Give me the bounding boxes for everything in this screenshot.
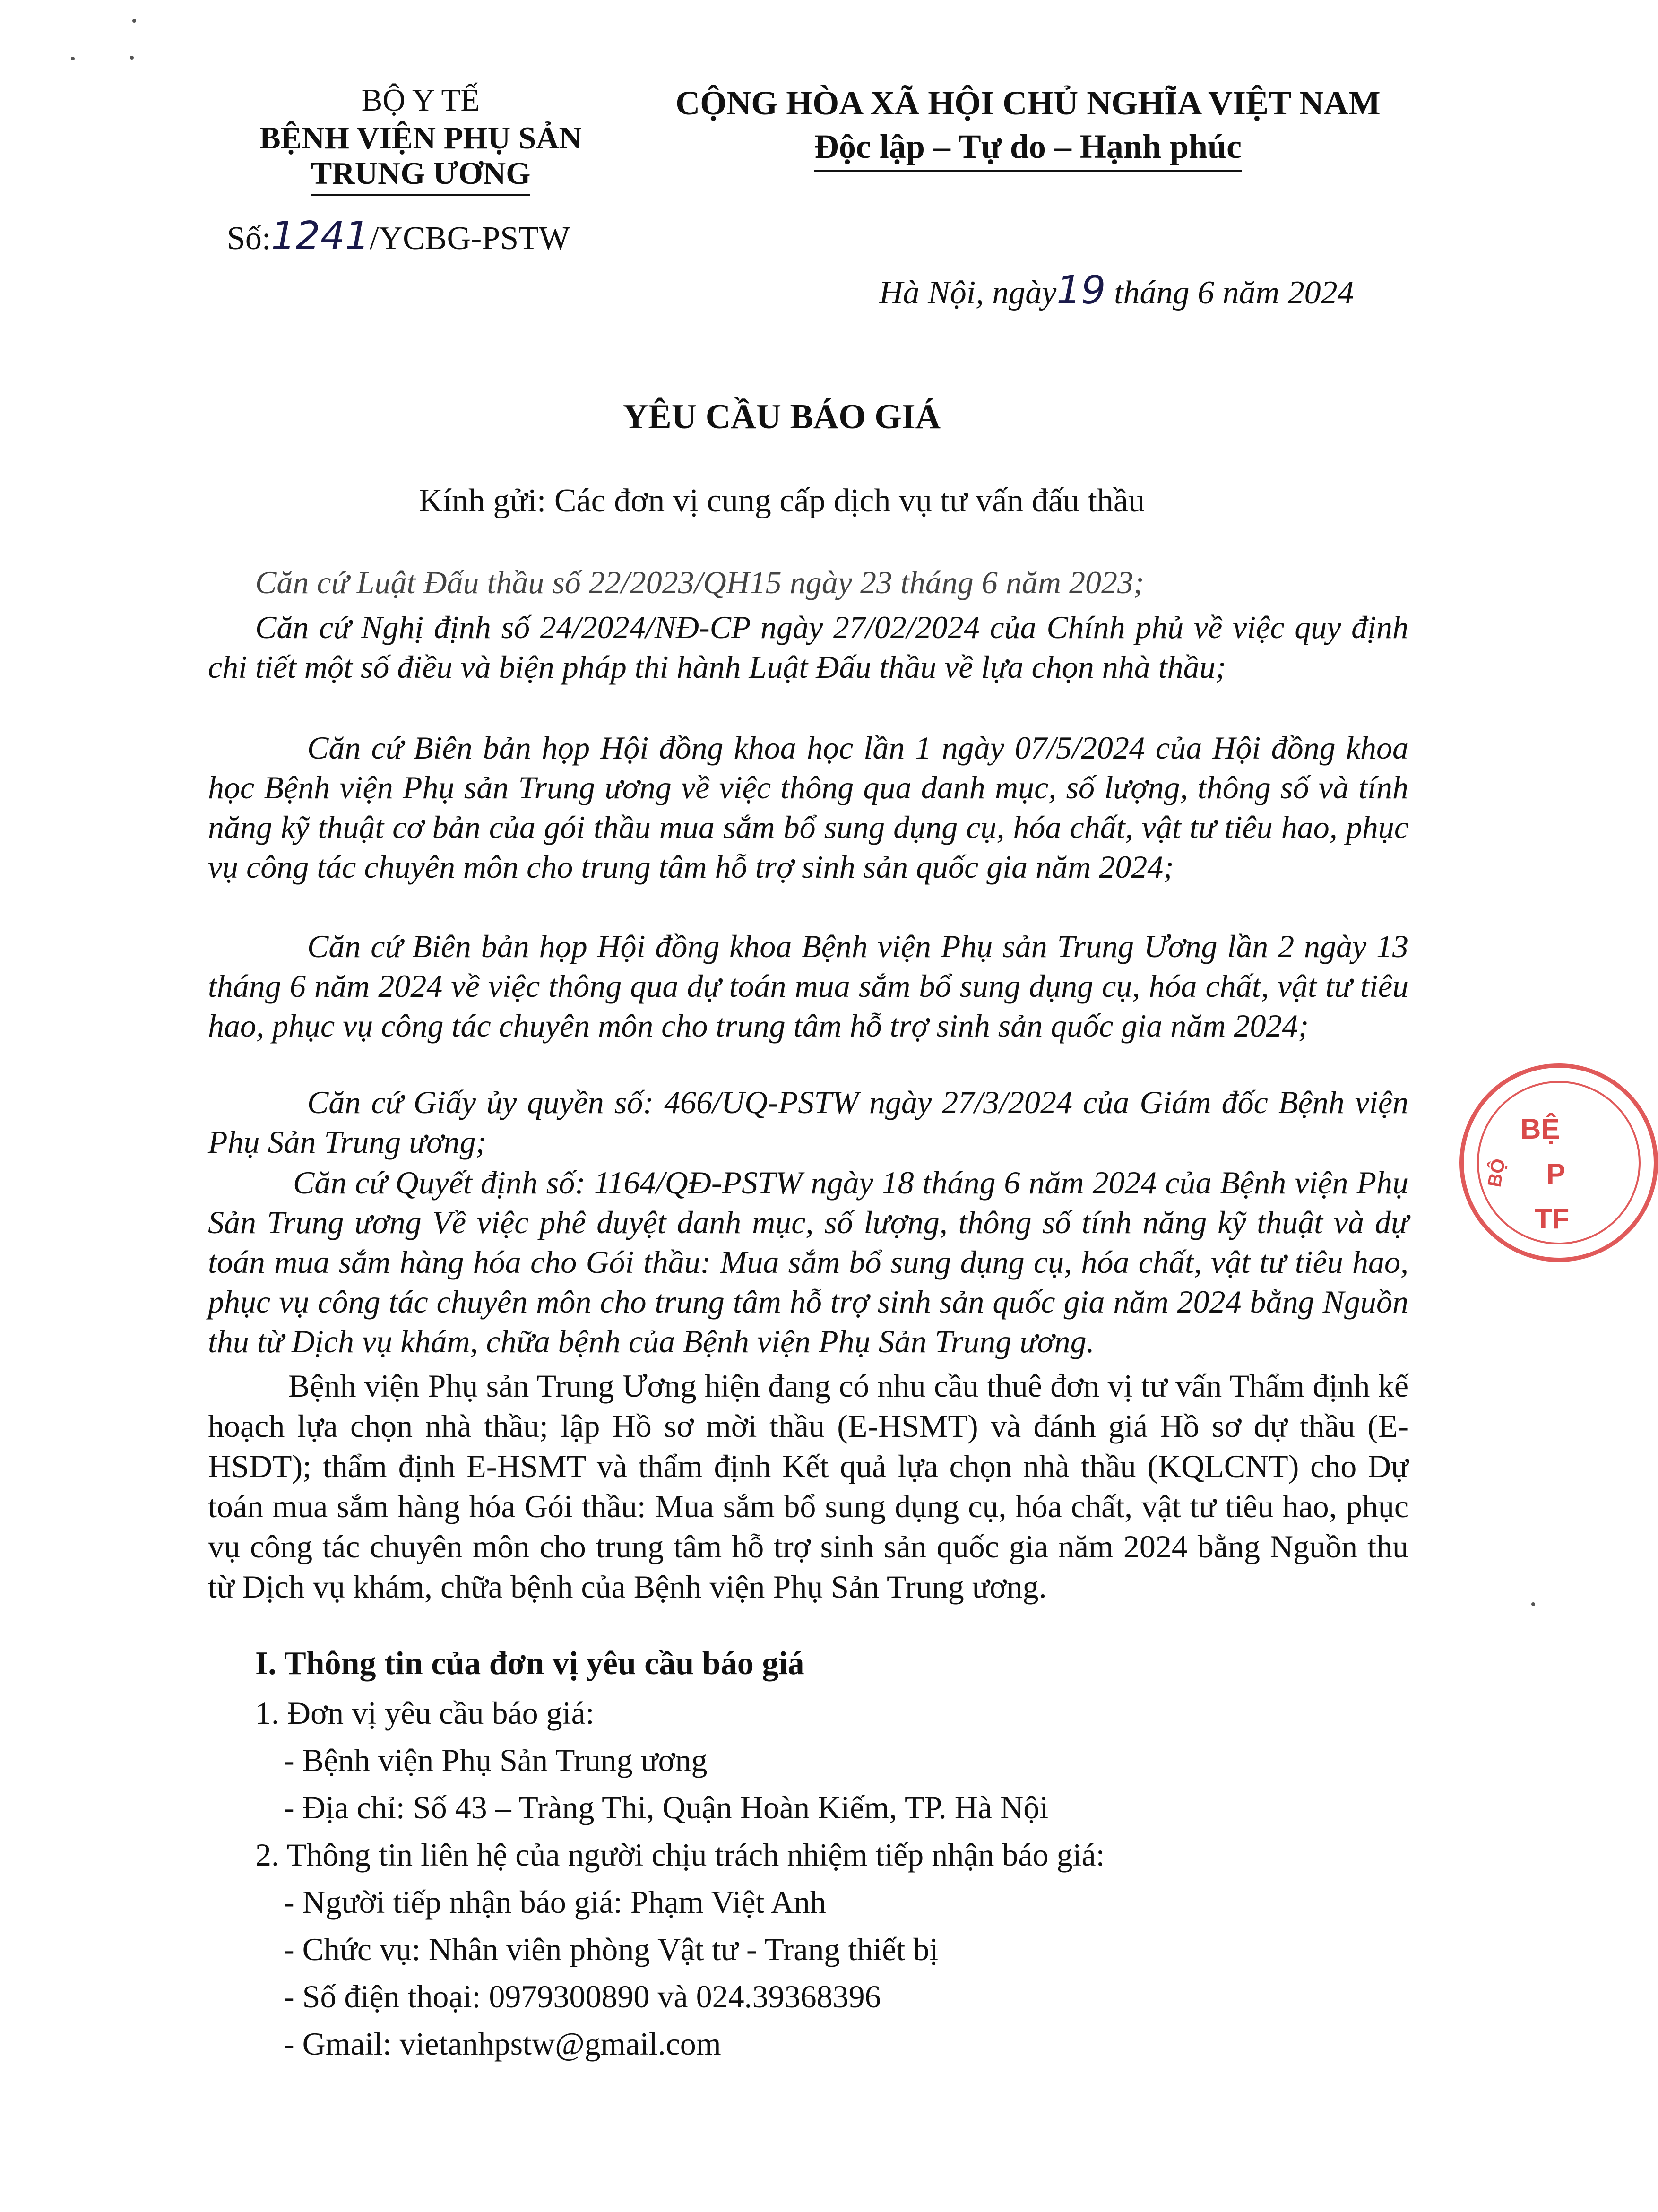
section-1-item-2-label: 2. Thông tin liên hệ của người chịu trách nhiệm tiếp nhận báo giá: (255, 1837, 1105, 1873)
section-1-item-1-label: 1. Đơn vị yêu cầu báo giá: (255, 1695, 595, 1731)
section-1-heading: I. Thông tin của đơn vị yêu cầu báo giá (255, 1645, 804, 1682)
doc-number-suffix: /YCBG-PSTW (370, 220, 570, 257)
doc-number-handwritten: 1241 (271, 214, 370, 259)
legal-basis-1: Căn cứ Luật Đấu thầu số 22/2023/QH15 ngày 23 tháng 6 năm 2023; (255, 564, 1144, 600)
scan-speck (1531, 1602, 1535, 1606)
contact-position: - Chức vụ: Nhân viên phòng Vật tư - Trang thiết bị (284, 1931, 939, 1967)
legal-basis-6: Căn cứ Quyết định số: 1164/QĐ-PSTW ngày 18 tháng 6 năm 2024 của Bệnh viện Phụ Sản Trung ương Về việc phê duyệt danh mục, số lượng, thông số tính năng kỹ thuật và dự toán mua sắm hàng hóa cho Gói thầu: Mua sắm bổ sung dụng cụ, hóa chất, vật tư tiêu hao, phục vụ công tác chuyên môn cho trung tâm hỗ trợ sinh sản quốc gia năm 2024 bằng Nguồn thu từ Dịch vụ khám, chữa bệnh của Bệnh viện Phụ Sản Trung ương. (208, 1165, 1408, 1359)
national-motto (652, 124, 1404, 172)
date-day-handwritten: 19 (1056, 268, 1106, 313)
issue-date (879, 269, 1354, 314)
date-prefix: Hà Nội, ngày (879, 275, 1057, 311)
contact-email: - Gmail: vietanhpstw@gmail.com (284, 2026, 721, 2062)
official-seal (1459, 1063, 1658, 1262)
contact-person: - Người tiếp nhận báo giá: Phạm Việt Anh (284, 1884, 826, 1920)
requester-address: - Địa chỉ: Số 43 – Tràng Thi, Quận Hoàn Kiếm, TP. Hà Nội (284, 1789, 1049, 1825)
legal-basis-5: Căn cứ Giấy ủy quyền số: 466/UQ-PSTW ngày 27/3/2024 của Giám đốc Bệnh viện Phụ Sản Trung ương; (208, 1084, 1408, 1160)
doc-number-prefix: Số: (227, 220, 271, 257)
scan-speck (130, 56, 134, 60)
legal-basis-2: Căn cứ Nghị định số 24/2024/NĐ-CP ngày 27/02/2024 của Chính phủ về việc quy định chi tiết một số điều và biện pháp thi hành Luật Đấu thầu về lựa chọn nhà thầu; (208, 609, 1408, 685)
legal-basis-3: Căn cứ Biên bản họp Hội đồng khoa học lần 1 ngày 07/5/2024 của Hội đồng khoa học Bệnh viện Phụ sản Trung ương về việc thông qua danh mục, số lượng, thông số và tính năng kỹ thuật cơ bản của gói thầu mua sắm bổ sung dụng cụ, hóa chất, vật tư tiêu hao, phục vụ công tác chuyên môn cho trung tâm hỗ trợ sinh sản quốc gia năm 2024; (208, 730, 1408, 885)
ministry-name: BỘ Y TẾ (361, 83, 480, 118)
date-suffix: tháng 6 năm 2024 (1105, 275, 1354, 311)
recipient-line: Kính gửi: Các đơn vị cung cấp dịch vụ tư vấn đấu thầu (419, 483, 1145, 519)
body-paragraph: Bệnh viện Phụ sản Trung Ương hiện đang có nhu cầu thuê đơn vị tư vấn Thẩm định kế hoạch lựa chọn nhà thầu; lập Hồ sơ mời thầu (E-HSMT) và đánh giá Hồ sơ dự thầu (E-HSDT); thẩm định E-HSMT và thẩm định Kết quả lựa chọn nhà thầu (KQLCNT) cho Dự toán mua sắm hàng hóa Gói thầu: Mua sắm bổ sung dụng cụ, hóa chất, vật tư tiêu hao, phục vụ công tác chuyên môn cho trung tâm hỗ trợ sinh sản quốc gia năm 2024 bằng Nguồn thu từ Dịch vụ khám, chữa bệnh của Bệnh viện Phụ Sản Trung ương. (208, 1368, 1408, 1605)
document-number (227, 215, 570, 260)
contact-phone: - Số điện thoại: 0979300890 và 024.39368396 (284, 1979, 881, 2014)
seal-text-2: P (1546, 1158, 1566, 1190)
scan-speck (132, 19, 136, 23)
seal-text-side: BỘ (1484, 1157, 1510, 1189)
scan-speck (71, 57, 75, 60)
seal-text-3: TF (1535, 1203, 1570, 1235)
hospital-name-line2-text: TRUNG ƯƠNG (311, 154, 531, 196)
hospital-name-line1: BỆNH VIỆN PHỤ SẢN (259, 121, 582, 156)
hospital-name-line2 (227, 154, 614, 196)
seal-text-1: BỆ (1520, 1113, 1560, 1145)
country-name: CỘNG HÒA XÃ HỘI CHỦ NGHĨA VIỆT NAM (675, 84, 1381, 122)
legal-basis-4: Căn cứ Biên bản họp Hội đồng khoa Bệnh viện Phụ sản Trung Ương lần 2 ngày 13 tháng 6 năm 2024 về việc thông qua dự toán mua sắm bổ sung dụng cụ, hóa chất, vật tư tiêu hao, phục vụ công tác chuyên môn cho trung tâm hỗ trợ sinh sản quốc gia năm 2024; (208, 928, 1408, 1044)
requester-name: - Bệnh viện Phụ Sản Trung ương (284, 1742, 708, 1778)
national-motto-text: Độc lập – Tự do – Hạnh phúc (814, 124, 1242, 172)
document-title: YÊU CẦU BÁO GIÁ (622, 397, 941, 436)
